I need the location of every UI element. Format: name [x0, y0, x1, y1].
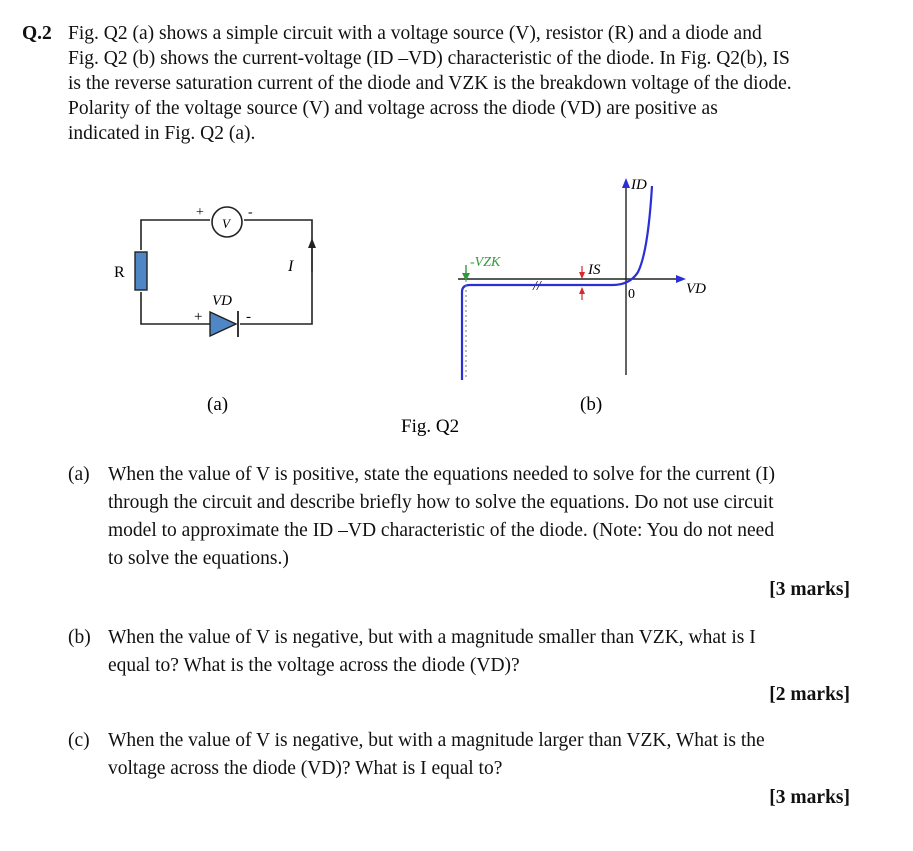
figure-caption: Fig. Q2: [401, 416, 460, 437]
saturation-arrow-up-icon: [579, 287, 585, 294]
part-c-marks: [3 marks]: [769, 787, 850, 808]
origin-label: 0: [628, 287, 635, 302]
resistor-label: R: [114, 264, 125, 281]
question-number: Q.2: [22, 23, 52, 44]
part-a-line-3: model to approximate the ID –VD characteristic of the diode. (Note: You do not need: [108, 520, 775, 541]
saturation-label: IS: [588, 262, 601, 278]
saturation-arrow-down-icon: [579, 272, 585, 279]
intro-line-3: is the reverse saturation current of the diode and VZK is the breakdown voltage of the diode.: [68, 73, 792, 94]
part-b-label: (b): [68, 627, 91, 648]
part-a-line-2: through the circuit and describe briefly how to solve the equations. Do not use circuit: [108, 492, 774, 513]
part-c-line-2: voltage across the diode (VD)? What is I equal to?: [108, 758, 503, 779]
resistor-symbol: [135, 252, 147, 290]
source-minus: -: [248, 205, 253, 220]
diode-plus: +: [194, 309, 203, 325]
y-axis-label: ID: [631, 177, 647, 193]
y-axis-arrow-icon: [622, 178, 630, 188]
x-axis-label: VD: [686, 281, 706, 297]
breakdown-label: -VZK: [470, 255, 501, 270]
intro-line-1: Fig. Q2 (a) shows a simple circuit with a voltage source (V), resistor (R) and a diode and: [68, 23, 762, 44]
subfigure-a-label: (a): [207, 394, 229, 415]
iv-curve: [462, 186, 652, 380]
source-label: V: [222, 216, 230, 231]
current-label: I: [288, 258, 294, 275]
axis-break-mark: //: [533, 279, 541, 294]
x-axis-arrow-icon: [676, 275, 686, 283]
part-c-line-1: When the value of V is negative, but with a magnitude larger than VZK, What is the: [108, 730, 765, 751]
part-b-line-2: equal to? What is the voltage across the diode (VD)?: [108, 655, 520, 676]
subfigure-b-label: (b): [580, 394, 603, 415]
diode-symbol: [210, 312, 236, 336]
intro-line-4: Polarity of the voltage source (V) and voltage across the diode (VD) are positive as: [68, 98, 718, 119]
part-a-marks: [3 marks]: [769, 579, 850, 600]
current-arrow-icon: [308, 238, 316, 248]
diode-voltage-label: VD: [212, 293, 232, 309]
part-a-label: (a): [68, 464, 90, 485]
intro-line-2: Fig. Q2 (b) shows the current-voltage (ID –VD) characteristic of the diode. In Fig. Q2(b), IS: [68, 48, 790, 69]
part-b-marks: [2 marks]: [769, 684, 850, 705]
breakdown-arrow-icon: [462, 273, 470, 281]
part-b-line-1: When the value of V is negative, but with a magnitude smaller than VZK, what is I: [108, 627, 756, 648]
part-c-label: (c): [68, 730, 90, 751]
part-a-line-1: When the value of V is positive, state the equations needed to solve for the current (I): [108, 464, 775, 485]
source-plus: +: [196, 205, 204, 220]
part-a-line-4: to solve the equations.): [108, 548, 289, 569]
intro-line-5: indicated in Fig. Q2 (a).: [68, 123, 256, 144]
diode-minus: -: [246, 309, 251, 325]
